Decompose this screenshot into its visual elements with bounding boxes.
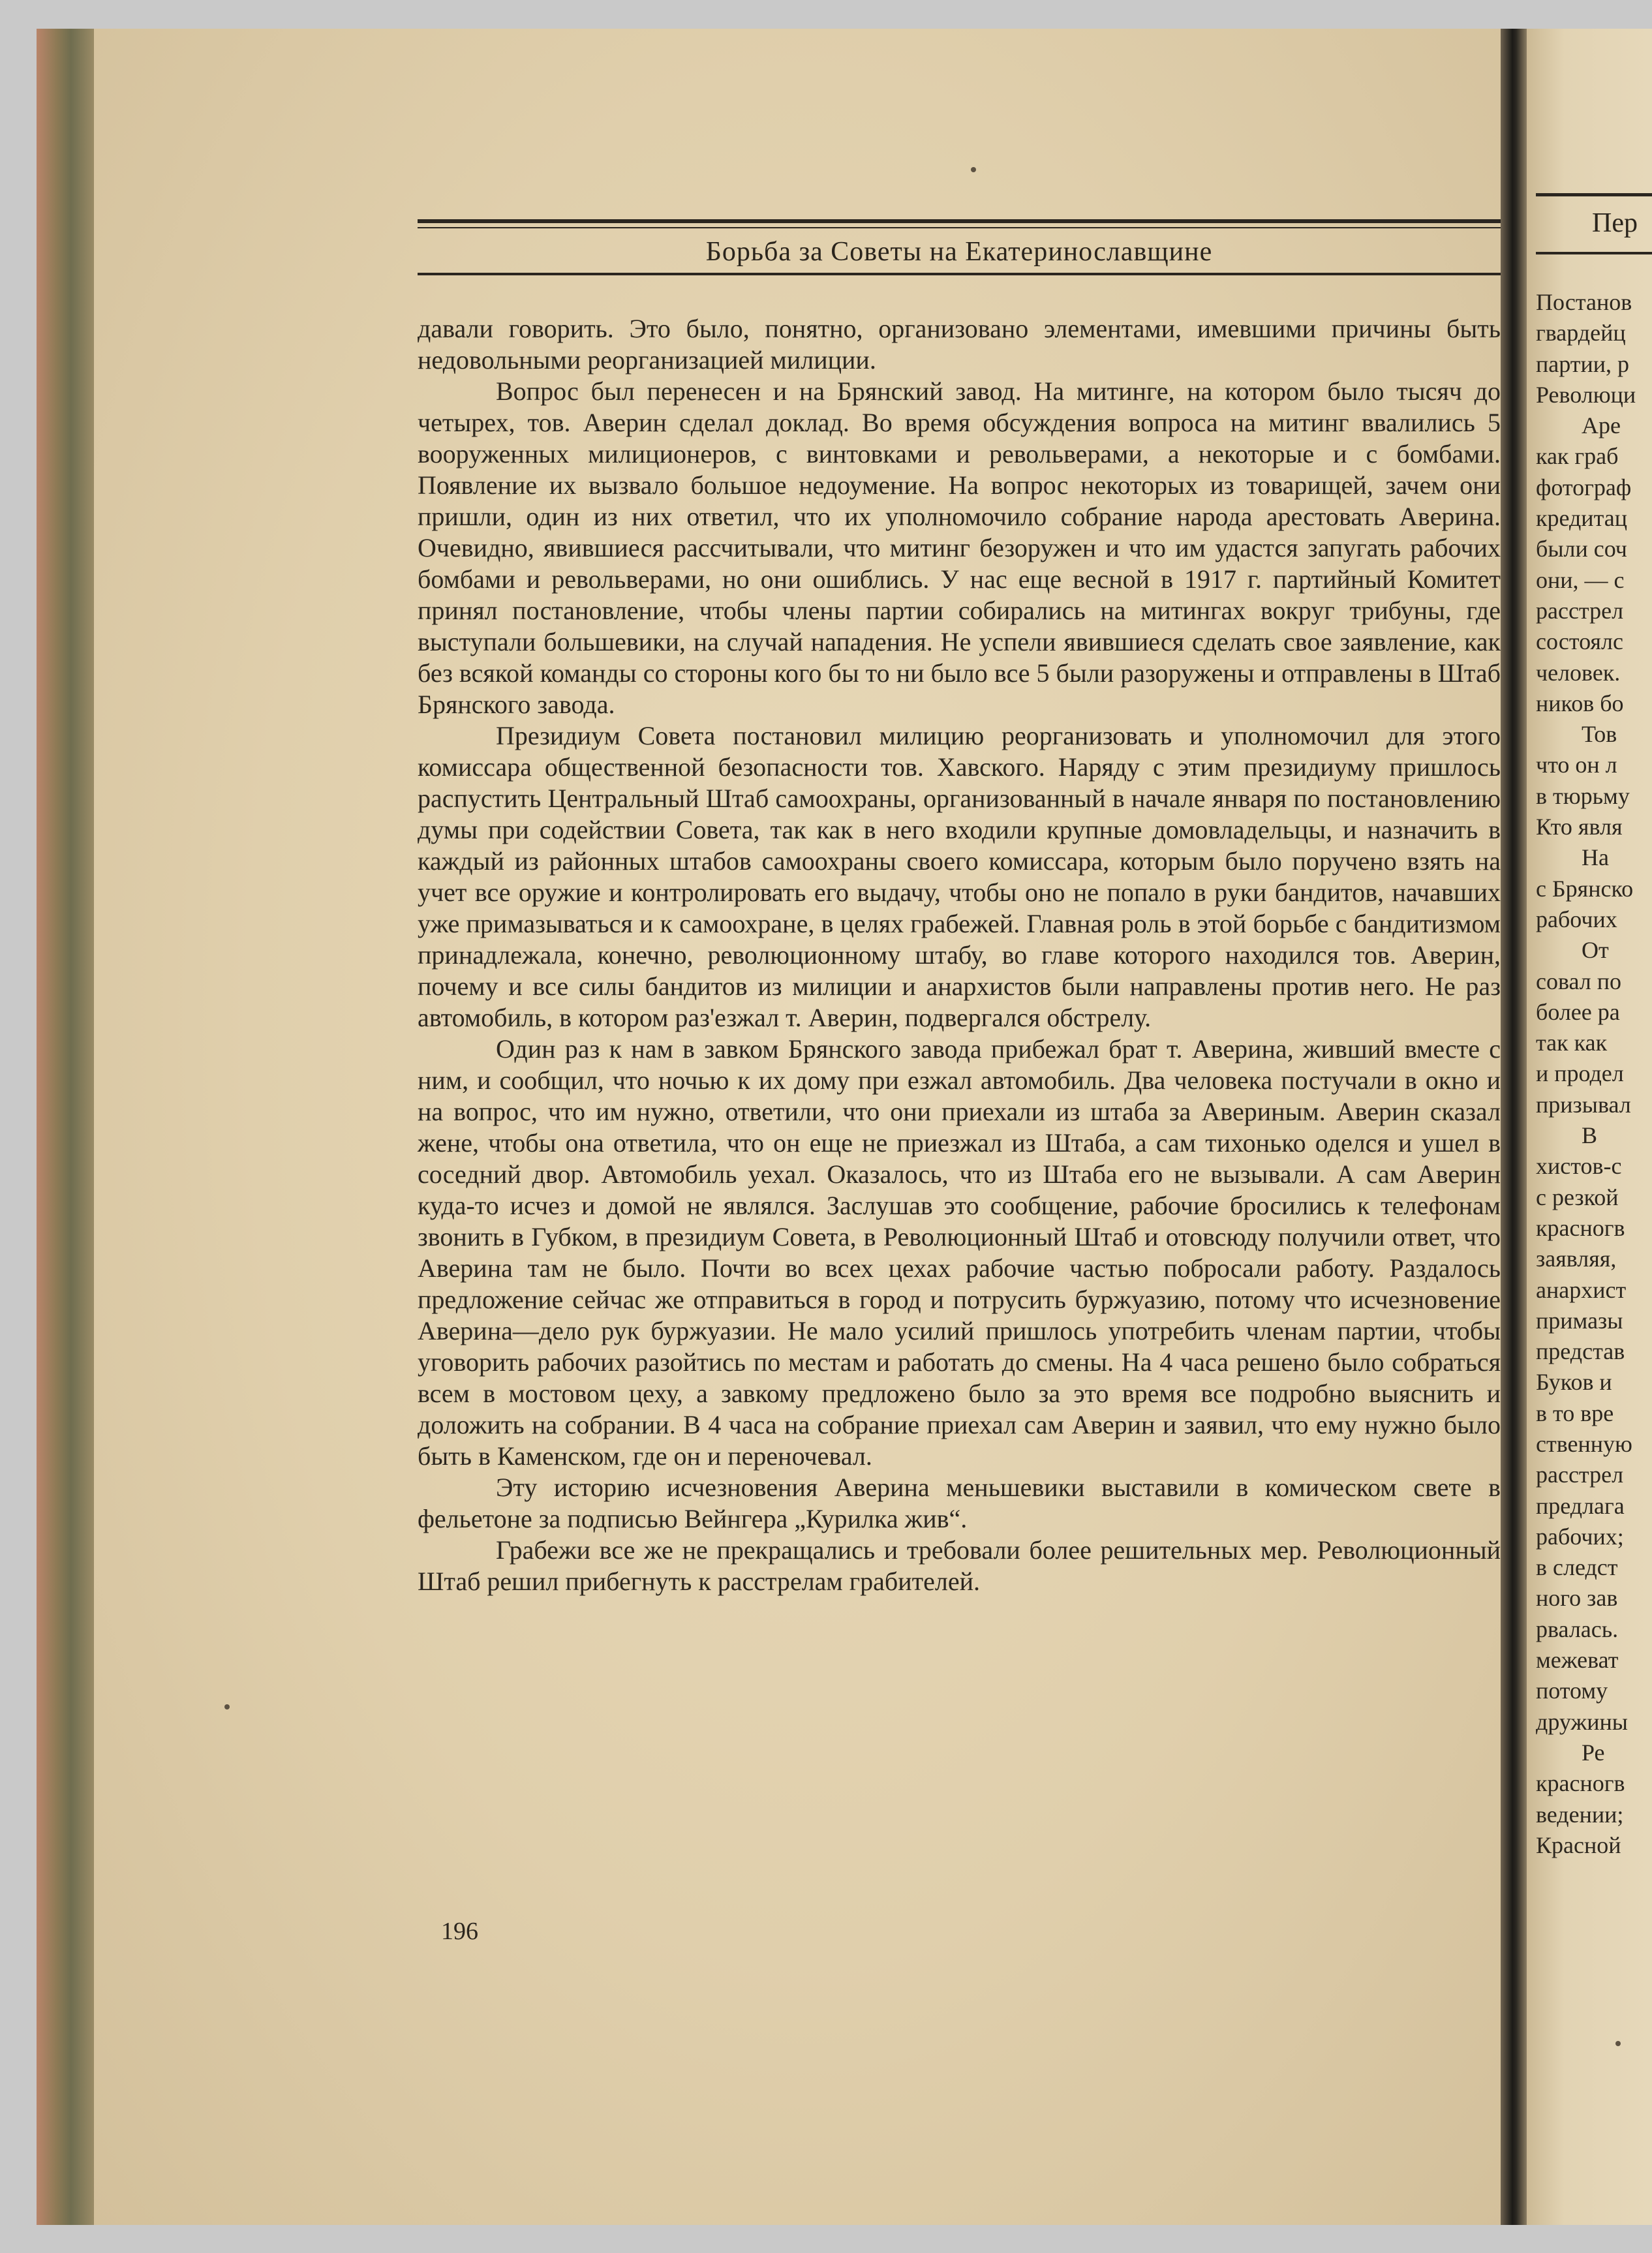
header-rule-bottom [418, 273, 1501, 275]
right-page-line: В [1582, 1122, 1598, 1149]
right-page-line: дружины [1536, 1708, 1628, 1735]
right-page-line: в то вре [1536, 1400, 1614, 1426]
right-page-line: с Брянско [1536, 875, 1634, 902]
right-page-line: человек. [1536, 659, 1621, 686]
right-page-line: партии, р [1536, 350, 1630, 377]
right-page-line: были соч [1536, 536, 1627, 562]
right-running-head-fragment: Пер [1592, 208, 1638, 238]
right-page-line: примазы [1536, 1307, 1623, 1334]
paper-speck [971, 167, 976, 172]
right-page-text [1536, 287, 1652, 1861]
right-page-line: состоялс [1536, 628, 1623, 655]
page-number: 196 [441, 1918, 478, 1945]
right-page-line: и продел [1536, 1060, 1624, 1087]
right-page-line: красногв [1536, 1770, 1625, 1797]
right-page-line: Аре [1582, 412, 1621, 439]
paragraph: Вопрос был перенесен и на Брянский завод. На митинге, на котором было тысяч до четырех, тов. Аверин сделал доклад. Во время обсуждения вопроса на митинг ввалились 5 вооруженных милиционеров, с винтовками и револьверами, а некоторые и с бомбами. Появление их вызвало большое недоумение. На вопрос некоторых из товарищей, зачем они пришли, один из них ответил, что их уполномочило собрание народа арестовать Аверина. Очевидно, явившиеся рассчитывали, что митинг безоружен и что им удастся запугать рабочих бомбами и револьверами, но они ошиблись. У нас еще весной в 1917 г. партийный Комитет принял постановление, чтобы члены партии собирались на митингах вокруг трибуны, где выступали большевики, на случай нападения. Не успели явившиеся сделать свое заявление, как без всякой команды со стороны кого бы то ни было все 5 были разоружены и отправлены в Штаб Брянского завода. [418, 376, 1501, 719]
right-page-line: как граб [1536, 443, 1619, 470]
right-page-line: расстрел [1536, 597, 1624, 624]
right-page-line: Революци [1536, 381, 1636, 408]
paragraph: Президиум Совета постановил милицию реорганизовать и уполномочил для этого комиссара общественной безопасности тов. Хавского. Наряду с этим президиуму пришлось распустить Центральный Штаб самоохраны, организованный в начале января по постановлению думы при содействии Совета, так как в него входили крупные домовладельцы, и назначить в каждый из районных штабов самоохраны своего комиссара, которым было поручено взять на учет все оружие и контролировать его выдачу, чтобы оно не попало в руки бандитов, начавших уже примазываться и к самоохране, в целях грабежей. Главная роль в этой борьбе с бандитизмом принадлежала, конечно, революционному штабу, во главе которого находился тов. Аверин, почему и все силы бандитов из милиции и анархистов были направлены против него. Не раз автомобиль, в котором раз'езжал т. Аверин, подвергался обстрелу. [418, 721, 1501, 1032]
right-page-line: заявляя, [1536, 1246, 1617, 1272]
right-page-line: предлага [1536, 1492, 1625, 1519]
book-gutter [1501, 29, 1527, 2225]
right-page-line: рвалась. [1536, 1616, 1619, 1642]
right-page-line: более ра [1536, 998, 1620, 1025]
book-edge [37, 29, 94, 2225]
right-page-line: ников бо [1536, 690, 1624, 716]
paragraph: Грабежи все же не прекращались и требовали более решительных мер. Революционный Штаб решил прибегнуть к расстрелам грабителей. [418, 1535, 1501, 1596]
right-page-line: Красной [1536, 1832, 1621, 1858]
right-page-line: межеват [1536, 1647, 1619, 1674]
right-page-line: От [1582, 937, 1609, 964]
paragraph: давали говорить. Это было, понятно, организовано элементами, имевшими причины быть недовольными реорганизацией милиции. [418, 314, 1501, 375]
right-page-line: совал по [1536, 968, 1622, 994]
right-page-line: ного зав [1536, 1585, 1618, 1612]
right-page-line: рабочих; [1536, 1523, 1624, 1550]
right-page-line: потому [1536, 1678, 1608, 1704]
right-page-line: ственную [1536, 1430, 1632, 1457]
right-page-line: представ [1536, 1338, 1625, 1365]
right-page-line: Тов [1582, 721, 1617, 748]
right-page-line: ведении; [1536, 1801, 1624, 1828]
right-page-line: кредитац [1536, 505, 1627, 532]
right-header-rule-bottom [1536, 252, 1652, 254]
right-page-line: в следст [1536, 1554, 1618, 1581]
right-page-line: Постанов [1536, 289, 1632, 315]
right-page-line: Буков и [1536, 1369, 1612, 1396]
right-page-line: в тюрьму [1536, 782, 1630, 809]
right-page-line: фотограф [1536, 474, 1632, 500]
right-page-line: расстрел [1536, 1462, 1624, 1488]
right-page-line: с резкой [1536, 1184, 1619, 1210]
right-page-line: призывал [1536, 1091, 1631, 1118]
right-page-line: хистов-с [1536, 1153, 1622, 1180]
running-head: Борьба за Советы на Екатеринославщине [705, 237, 1213, 267]
header-rule-top [418, 219, 1501, 223]
right-page-line: они, — с [1536, 566, 1625, 593]
paragraph: Один раз к нам в завком Брянского завода прибежал брат т. Аверина, живший вместе с ним, и сообщил, что ночью к их дому при езжал автомобиль. Два человека постучали в окно и на вопрос, что им нужно, ответили, что они приехали из штаба за Авериным. Аверин сказал жене, чтобы она ответила, что он еще не приезжал из Штаба, а сам тихонько оделся и ушел в соседний двор. Автомобиль уехал. Оказалось, что из Штаба его не вызывали. А сам Аверин куда-то исчез и домой не являлся. Заслушав это сообщение, рабочие бросились к телефонам звонить в Губком, в президиум Совета, в Революционный Штаб и отовсюду получили ответ, что Аверина там не было. Почти во всех цехах рабочие частью побросали работу. Раздалось предложение сейчас же отправиться в город и потрусить буржуазию, потому что исчезновение Аверина—дело рук буржуазии. Не мало усилий пришлось употребить членам партии, чтобы уговорить рабочих разойтись по местам и работать до смены. На 4 часа решено было собраться всем в мостовом цеху, а завкому предложено было за это время все подробно выяснить и доложить на собрании. В 4 часа на собрание приехал сам Аверин и заявил, что ему нужно было быть в Каменском, где он и переночевал. [418, 1034, 1501, 1471]
header-rule-top-thin [418, 227, 1501, 228]
paper-speck [224, 1704, 230, 1709]
right-page-line: рабочих [1536, 906, 1617, 932]
right-page-line: гвардейц [1536, 320, 1626, 346]
right-page-line: Ре [1582, 1739, 1605, 1766]
page-body [418, 313, 1501, 1597]
right-page-line: так как [1536, 1030, 1608, 1056]
paragraph: Эту историю исчезновения Аверина меньшевики выставили в комическом свете в фельетоне за подписью Вейнгера „Курилка жив“. [418, 1473, 1501, 1533]
right-page-line: красногв [1536, 1214, 1625, 1241]
right-header-rule-top [1536, 193, 1652, 196]
right-page-line: что он л [1536, 752, 1617, 778]
right-page-line: На [1582, 844, 1609, 871]
right-page-line: Кто явля [1536, 814, 1623, 840]
right-page-line: анархист [1536, 1276, 1627, 1303]
paper-speck [1615, 2041, 1621, 2046]
